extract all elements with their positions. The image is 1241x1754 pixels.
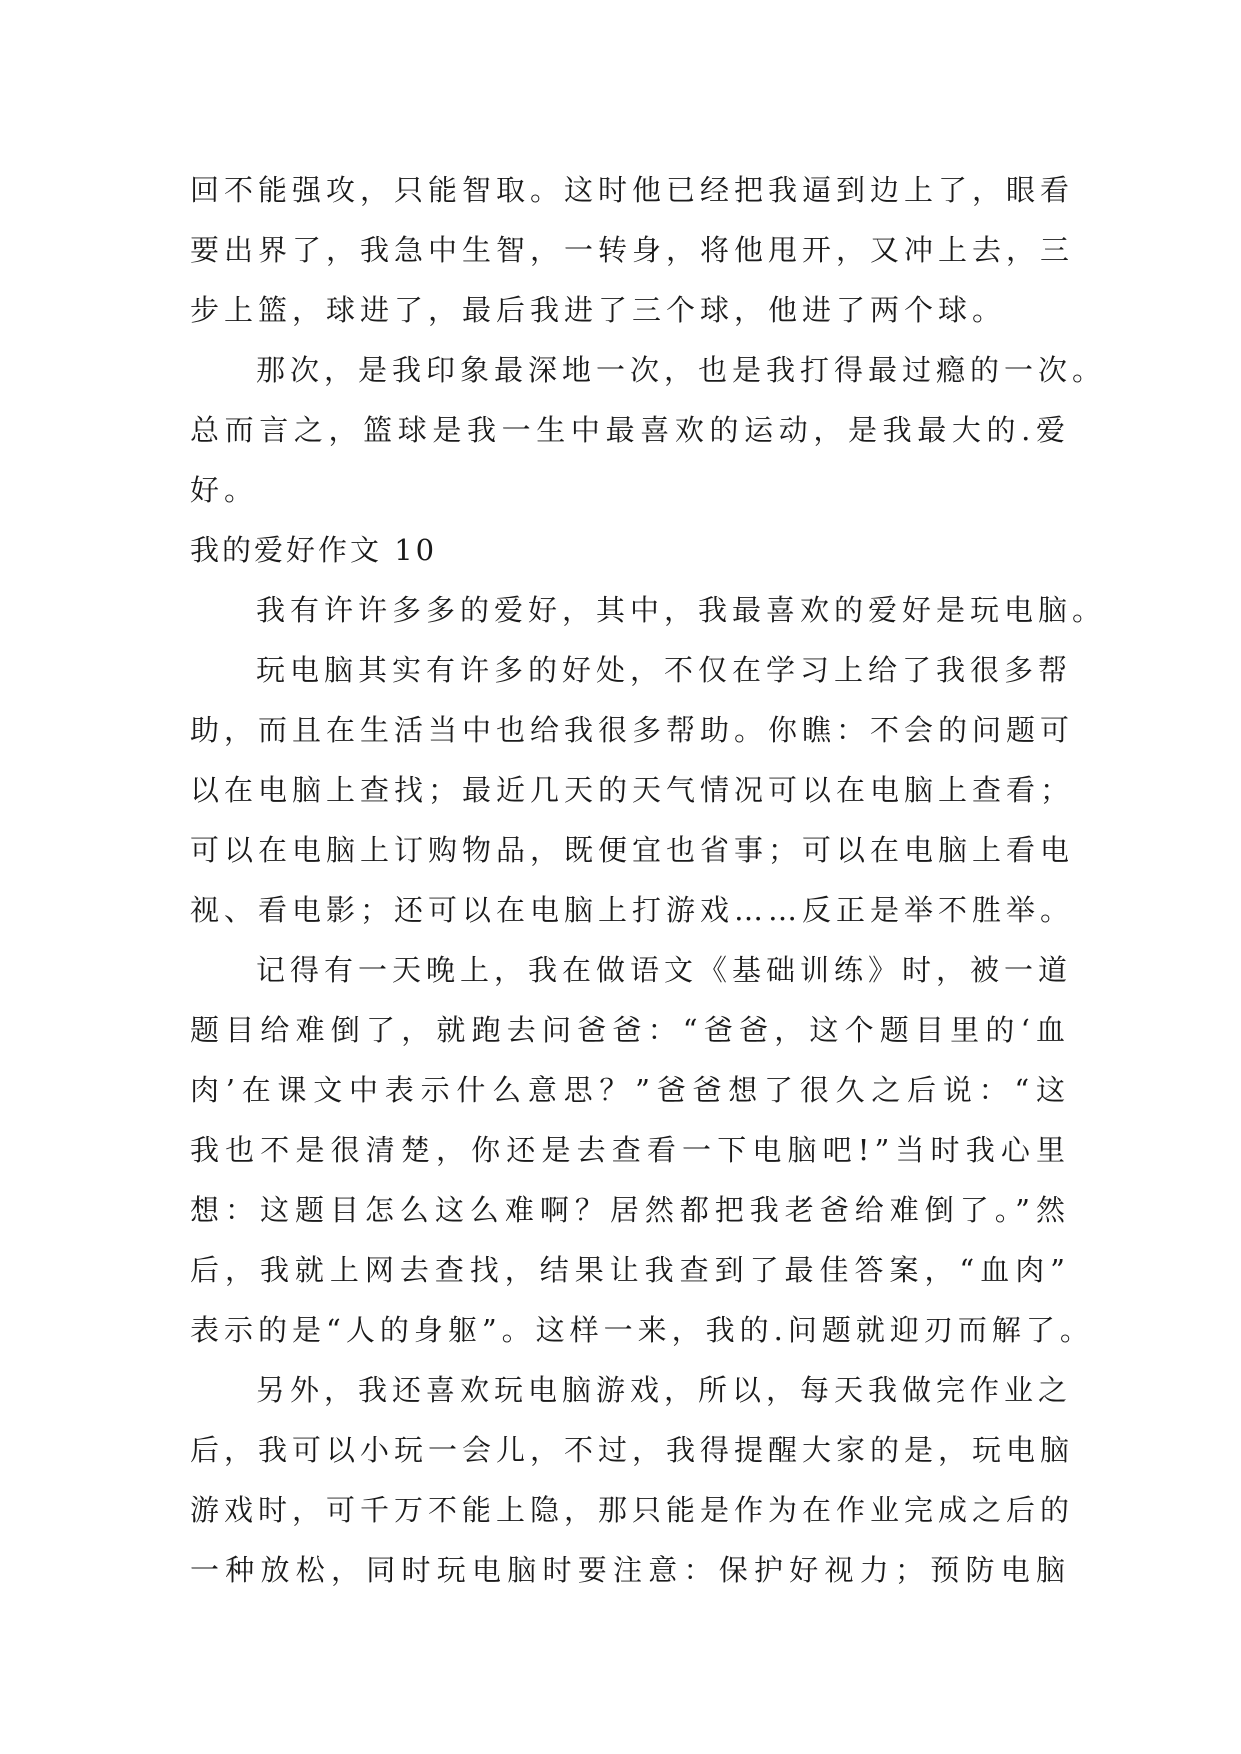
text-line: 助，而且在生活当中也给我很多帮助。你瞧：不会的问题可 <box>190 713 1075 747</box>
paragraph-start-line: 记得有一天晚上，我在做语文《基础训练》时，被一道 <box>256 953 1073 987</box>
text-line: 题目给难倒了，就跑去问爸爸：“爸爸，这个题目里的‘血 <box>190 1013 1070 1047</box>
text-line: 好。 <box>190 473 259 507</box>
text-line: 后，我可以小玩一会儿，不过，我得提醒大家的是，玩电脑 <box>190 1433 1075 1467</box>
text-line: 表示的是“人的身躯”。这样一来，我的.问题就迎刃而解了。 <box>190 1313 1094 1347</box>
text-line: 后，我就上网去查找，结果让我查到了最佳答案，“血肉” <box>190 1253 1070 1287</box>
text-line: 我也不是很清楚，你还是去查看一下电脑吧!”当时我心里 <box>190 1133 1070 1167</box>
text-line: 一种放松，同时玩电脑时要注意：保护好视力；预防电脑 <box>190 1553 1070 1587</box>
paragraph-start-line: 玩电脑其实有许多的好处，不仅在学习上给了我很多帮 <box>256 653 1073 687</box>
text-line: 要出界了，我急中生智，一转身，将他甩开，又冲上去，三 <box>190 233 1075 267</box>
text-line: 可以在电脑上订购物品，既便宜也省事；可以在电脑上看电 <box>190 833 1075 867</box>
essay-text <box>190 160 1107 1600</box>
section-heading: 我的爱好作文 10 <box>190 533 438 567</box>
text-line: 以在电脑上查找；最近几天的天气情况可以在电脑上查看； <box>190 773 1075 807</box>
paragraph-start-line: 另外，我还喜欢玩电脑游戏，所以，每天我做完作业之 <box>256 1373 1073 1407</box>
paragraph-start-line: 那次，是我印象最深地一次，也是我打得最过瘾的一次。 <box>256 353 1107 387</box>
text-line: 步上篮，球进了，最后我进了三个球，他进了两个球。 <box>190 293 1007 327</box>
text-line: 想：这题目怎么这么难啊？居然都把我老爸给难倒了。”然 <box>190 1193 1070 1227</box>
text-line: 游戏时，可千万不能上隐，那只能是作为在作业完成之后的 <box>190 1493 1075 1527</box>
text-line: 视、看电影；还可以在电脑上打游戏……反正是举不胜举。 <box>190 893 1075 927</box>
text-line: 回不能强攻，只能智取。这时他已经把我逼到边上了，眼看 <box>190 173 1075 207</box>
paragraph-start-line: 我有许许多多的爱好，其中，我最喜欢的爱好是玩电脑。 <box>256 593 1107 627</box>
text-line: 总而言之，篮球是我一生中最喜欢的运动，是我最大的.爱 <box>190 413 1070 447</box>
text-line: 肉’在课文中表示什么意思？”爸爸想了很久之后说：“这 <box>190 1073 1070 1107</box>
